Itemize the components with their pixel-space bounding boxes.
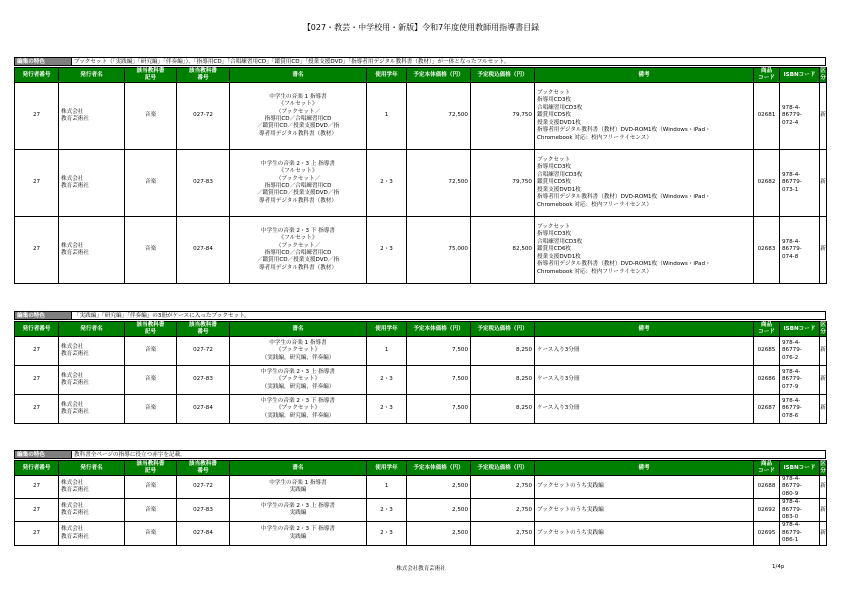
cell-code: 02682	[754, 150, 780, 217]
header-remarks: 備考	[535, 322, 754, 337]
cell-grade: 1	[367, 476, 407, 499]
cell-remarks: ブックセットのうち実践編	[535, 522, 754, 545]
feature-bar	[14, 450, 826, 459]
cell-number: 027-72	[177, 337, 230, 366]
header-category: 区 分	[820, 322, 826, 335]
cell-base-price: 2,500	[407, 499, 471, 522]
cell-kubun: 新	[820, 366, 827, 395]
cell-remarks: ブックセットのうち実践編	[535, 476, 754, 499]
footer-page-number: 1/4p	[772, 564, 785, 570]
cell-publisher: 株式会社 教育芸術社	[59, 366, 125, 395]
cell-publisher: 株式会社 教育芸術社	[59, 499, 125, 522]
header-publisher-name: 発行者名	[59, 322, 125, 337]
feature-bar	[14, 311, 826, 320]
table-header-row	[15, 322, 827, 337]
header-textbook-symbol: 該当教科書 記号	[125, 322, 177, 337]
cell-book-title: 中学生の音楽 2・3 上 指導書 《フルセット》 （ブックセット／ 指導用CD／合唱練習用CD ／鑑賞用CD／授業支援DVD／指 導者用デジタル教科書（教材）	[230, 150, 367, 217]
cell-tax-price: 8,250	[471, 395, 535, 424]
table-header-row	[15, 461, 827, 476]
cell-base-price: 2,500	[407, 522, 471, 545]
cell-book-title: 中学生の音楽 2・3 上 指導書 実践編	[230, 499, 367, 522]
cell-base-price: 7,500	[407, 366, 471, 395]
header-textbook-number: 該当教科書 番号	[177, 322, 230, 337]
cell-publisher-no: 27	[15, 83, 59, 150]
cell-isbn: 978-4-86779- 078-6	[780, 395, 820, 424]
cell-number: 027-72	[177, 83, 230, 150]
cell-number: 027-84	[177, 395, 230, 424]
table-header-row	[15, 68, 827, 83]
cell-grade: 1	[367, 83, 407, 150]
header-publisher-no: 発行者番号	[15, 461, 59, 476]
cell-symbol: 音楽	[125, 366, 177, 395]
cell-remarks: ブックセット 指導用CD3枚 合唱練習用CD3枚 鑑賞用CD5枚 授業支援DVD1枚 指導者用デジタル教科書（教材）DVD-ROM1枚（Windows・iPad・ Chromebook 対応：校内フリーライセンス）	[535, 150, 754, 217]
header-grade: 使用学年	[367, 68, 407, 83]
header-isbn: ISBNコード	[780, 461, 820, 476]
feature-bar	[14, 57, 826, 66]
cell-grade: 2・3	[367, 150, 407, 217]
cell-kubun: 新	[820, 476, 827, 499]
header-book-title: 書名	[230, 322, 367, 337]
cell-code: 02683	[754, 217, 780, 284]
table-row	[15, 499, 827, 522]
cell-symbol: 音楽	[125, 499, 177, 522]
cell-tax-price: 2,750	[471, 476, 535, 499]
cell-grade: 2・3	[367, 366, 407, 395]
cell-isbn: 978-4-86779- 086-1	[780, 522, 820, 545]
cell-number: 027-83	[177, 499, 230, 522]
header-publisher-no: 発行者番号	[15, 68, 59, 83]
table-row	[15, 476, 827, 499]
header-base-price: 予定本体価格（円）	[407, 68, 471, 83]
header-category: 区 分	[820, 68, 826, 81]
feature-label: 編集の特色	[14, 57, 71, 66]
cell-number: 027-84	[177, 522, 230, 545]
cell-code: 02692	[754, 499, 780, 522]
section-book-set	[14, 311, 826, 424]
cell-code: 02688	[754, 476, 780, 499]
cell-isbn: 978-4-86779- 077-9	[780, 366, 820, 395]
cell-isbn: 978-4-86779- 072-4	[780, 83, 820, 150]
header-textbook-symbol: 該当教科書 記号	[125, 461, 177, 476]
cell-kubun: 新	[820, 522, 827, 545]
cell-isbn: 978-4-86779- 083-0	[780, 499, 820, 522]
cell-tax-price: 2,750	[471, 499, 535, 522]
cell-publisher-no: 27	[15, 217, 59, 284]
header-base-price: 予定本体価格（円）	[407, 322, 471, 337]
cell-base-price: 72,500	[407, 83, 471, 150]
table-row	[15, 395, 827, 424]
header-isbn: ISBNコード	[780, 322, 820, 337]
cell-publisher: 株式会社 教育芸術社	[59, 476, 125, 499]
header-book-title: 書名	[230, 461, 367, 476]
feature-label: 編集の特色	[14, 450, 71, 459]
cell-remarks: ケース入り3分冊	[535, 395, 754, 424]
header-tax-price: 予定税込価格（円）	[471, 461, 535, 476]
cell-kubun: 新	[820, 150, 827, 217]
catalog-table	[14, 67, 827, 284]
header-tax-price: 予定税込価格（円）	[471, 322, 535, 337]
cell-base-price: 2,500	[407, 476, 471, 499]
feature-text: 教科書全ページの指導に役立つ赤字を記載。	[71, 450, 826, 459]
cell-number: 027-72	[177, 476, 230, 499]
header-base-price: 予定本体価格（円）	[407, 461, 471, 476]
cell-code: 02686	[754, 366, 780, 395]
cell-publisher-no: 27	[15, 150, 59, 217]
cell-book-title: 中学生の音楽 2・3 下 指導書 実践編	[230, 522, 367, 545]
cell-symbol: 音楽	[125, 476, 177, 499]
cell-book-title: 中学生の音楽 2・3 上 指導書 《ブックセット》 （実践編，研究編，伴奏編）	[230, 366, 367, 395]
cell-grade: 1	[367, 337, 407, 366]
feature-text: 「実践編」「研究編」「伴奏編」の3冊がケースに入ったブックセット。	[71, 311, 826, 320]
cell-isbn: 978-4-86779- 080-9	[780, 476, 820, 499]
cell-isbn: 978-4-86779- 076-2	[780, 337, 820, 366]
cell-kubun: 新	[820, 395, 827, 424]
cell-publisher: 株式会社 教育芸術社	[59, 217, 125, 284]
cell-tax-price: 82,500	[471, 217, 535, 284]
section-practice	[14, 450, 826, 546]
cell-base-price: 72,500	[407, 150, 471, 217]
cell-publisher: 株式会社 教育芸術社	[59, 395, 125, 424]
cell-publisher-no: 27	[15, 395, 59, 424]
cell-tax-price: 79,750	[471, 150, 535, 217]
cell-publisher: 株式会社 教育芸術社	[59, 337, 125, 366]
cell-grade: 2・3	[367, 522, 407, 545]
cell-symbol: 音楽	[125, 395, 177, 424]
cell-publisher-no: 27	[15, 499, 59, 522]
cell-number: 027-83	[177, 366, 230, 395]
cell-symbol: 音楽	[125, 522, 177, 545]
section-full-set	[14, 57, 826, 284]
cell-book-title: 中学生の音楽 2・3 下 指導書 《ブックセット》 （実践編，研究編，伴奏編）	[230, 395, 367, 424]
header-product-code: 商品 コード	[754, 322, 780, 337]
footer-company: 株式会社教育芸術社	[396, 566, 446, 572]
cell-remarks: ケース入り3分冊	[535, 366, 754, 395]
cell-book-title: 中学生の音楽 1 指導書 《ブックセット》 （実践編，研究編，伴奏編）	[230, 337, 367, 366]
header-product-code: 商品 コード	[754, 461, 780, 476]
cell-base-price: 7,500	[407, 337, 471, 366]
catalog-table	[14, 321, 827, 424]
cell-code: 02687	[754, 395, 780, 424]
feature-text: ブックセット（「実践編」「研究編」「伴奏編」）、「指導用CD」「合唱練習用CD」「鑑賞用CD」「授業支援DVD」「指導者用デジタル教科書（教材）」が一体となったフルセット。	[71, 57, 826, 66]
cell-kubun: 新	[820, 337, 827, 366]
cell-base-price: 75,000	[407, 217, 471, 284]
header-book-title: 書名	[230, 68, 367, 83]
cell-publisher-no: 27	[15, 522, 59, 545]
feature-label: 編集の特色	[14, 311, 71, 320]
cell-grade: 2・3	[367, 217, 407, 284]
cell-kubun: 新	[820, 217, 827, 284]
cell-base-price: 7,500	[407, 395, 471, 424]
header-isbn: ISBNコード	[780, 68, 820, 83]
header-tax-price: 予定税込価格（円）	[471, 68, 535, 83]
table-row	[15, 150, 827, 217]
cell-symbol: 音楽	[125, 83, 177, 150]
cell-publisher-no: 27	[15, 337, 59, 366]
cell-grade: 2・3	[367, 395, 407, 424]
cell-symbol: 音楽	[125, 150, 177, 217]
header-textbook-symbol: 該当教科書 記号	[125, 68, 177, 83]
cell-book-title: 中学生の音楽 1 指導書 実践編	[230, 476, 367, 499]
header-publisher-no: 発行者番号	[15, 322, 59, 337]
cell-symbol: 音楽	[125, 217, 177, 284]
cell-tax-price: 79,750	[471, 83, 535, 150]
cell-number: 027-84	[177, 217, 230, 284]
cell-code: 02681	[754, 83, 780, 150]
cell-remarks: ブックセット 指導用CD3枚 合唱練習用CD3枚 鑑賞用CD5枚 授業支援DVD1枚 指導者用デジタル教科書（教材）DVD-ROM1枚（Windows・iPad・ Chromebook 対応：校内フリーライセンス）	[535, 83, 754, 150]
cell-publisher: 株式会社 教育芸術社	[59, 522, 125, 545]
cell-isbn: 978-4-86779- 073-1	[780, 150, 820, 217]
header-publisher-name: 発行者名	[59, 461, 125, 476]
table-row	[15, 366, 827, 395]
header-publisher-name: 発行者名	[59, 68, 125, 83]
header-remarks: 備考	[535, 68, 754, 83]
header-grade: 使用学年	[367, 461, 407, 476]
cell-grade: 2・3	[367, 499, 407, 522]
header-product-code: 商品 コード	[754, 68, 780, 83]
cell-code: 02685	[754, 337, 780, 366]
cell-remarks: ブックセット 指導用CD3枚 合唱練習用CD3枚 鑑賞用CD6枚 授業支援DVD1枚 指導者用デジタル教科書（教材）DVD-ROM1枚（Windows・iPad・ Chromebook 対応：校内フリーライセンス）	[535, 217, 754, 284]
cell-book-title: 中学生の音楽 2・3 下 指導書 《フルセット》 （ブックセット／ 指導用CD／合唱練習用CD ／鑑賞用CD／授業支援DVD／指 導者用デジタル教科書（教材）	[230, 217, 367, 284]
cell-tax-price: 2,750	[471, 522, 535, 545]
cell-book-title: 中学生の音楽 1 指導書 《フルセット》 （ブックセット／ 指導用CD／合唱練習用CD ／鑑賞用CD／授業支援DVD／指 導者用デジタル教科書（教材）	[230, 83, 367, 150]
catalog-table	[14, 460, 827, 546]
cell-symbol: 音楽	[125, 337, 177, 366]
table-row	[15, 522, 827, 545]
cell-kubun: 新	[820, 83, 827, 150]
cell-remarks: ケース入り3分冊	[535, 337, 754, 366]
header-remarks: 備考	[535, 461, 754, 476]
cell-publisher-no: 27	[15, 476, 59, 499]
cell-publisher: 株式会社 教育芸術社	[59, 83, 125, 150]
header-category: 区 分	[820, 461, 826, 474]
cell-publisher: 株式会社 教育芸術社	[59, 150, 125, 217]
cell-remarks: ブックセットのうち実践編	[535, 499, 754, 522]
cell-tax-price: 8,250	[471, 366, 535, 395]
cell-number: 027-83	[177, 150, 230, 217]
table-row	[15, 83, 827, 150]
cell-tax-price: 8,250	[471, 337, 535, 366]
cell-kubun: 新	[820, 499, 827, 522]
page-title: 【027・教芸・中学校用・新版】令和7年度使用教師用指導書目録	[302, 23, 540, 32]
table-row	[15, 217, 827, 284]
header-grade: 使用学年	[367, 322, 407, 337]
header-textbook-number: 該当教科書 番号	[177, 68, 230, 83]
header-textbook-number: 該当教科書 番号	[177, 461, 230, 476]
cell-publisher-no: 27	[15, 366, 59, 395]
cell-code: 02695	[754, 522, 780, 545]
cell-isbn: 978-4-86779- 074-8	[780, 217, 820, 284]
table-row	[15, 337, 827, 366]
